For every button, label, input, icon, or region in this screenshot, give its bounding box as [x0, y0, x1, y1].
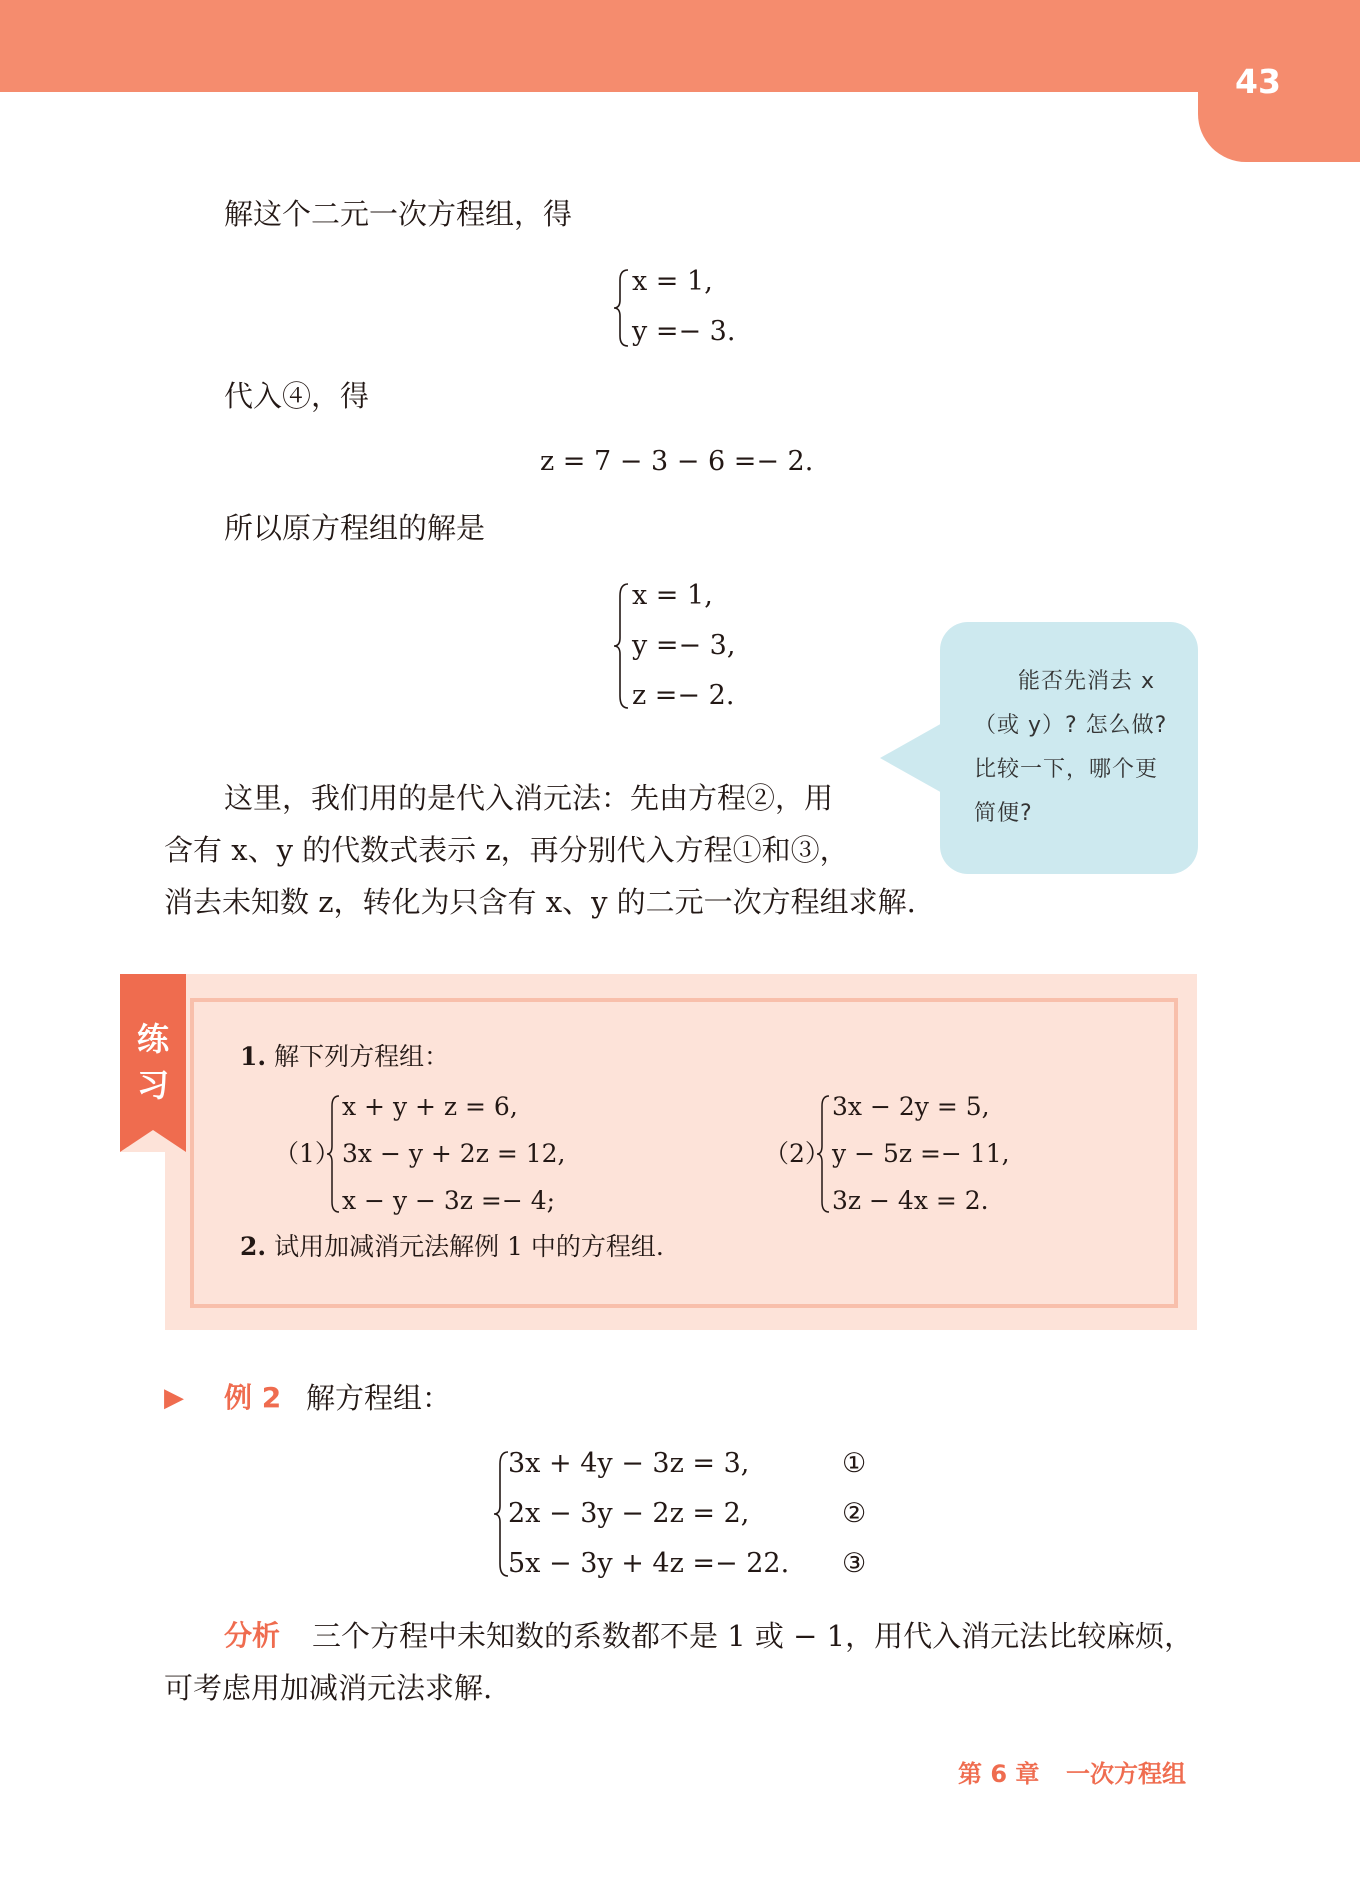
speech-bubble-tail: [880, 722, 944, 794]
exercise-label: [120, 1016, 186, 1108]
equation-y: y =− 3,: [632, 630, 736, 661]
bubble-line-4: 简便?: [974, 801, 1033, 826]
footer-chapter: 第 6 章: [958, 1760, 1040, 1788]
example-eq-1: 3x + 4y − 3z = 3,: [508, 1448, 750, 1479]
question-number: 1.: [240, 1042, 267, 1071]
analysis-label: 分析: [224, 1619, 281, 1652]
equation-x: x = 1,: [632, 266, 713, 297]
left-brace-icon: [612, 268, 632, 348]
method-paragraph-line-3: 消去未知数 z，转化为只含有 x、y 的二元一次方程组求解.: [164, 885, 916, 919]
bubble-line-3: 比较一下，哪个更: [974, 757, 1159, 782]
method-paragraph-line-2: 含有 x、y 的代数式表示 z，再分别代入方程①和③，: [164, 833, 849, 867]
footer-title: 一次方程组: [1066, 1760, 1186, 1788]
exercise-question-2: [240, 1230, 664, 1264]
exercise-question-1: [240, 1040, 449, 1074]
example-eq-3: 5x − 3y + 4z =− 22.: [508, 1548, 790, 1579]
analysis-line-1: 三个方程中未知数的系数都不是 1 或 − 1，用代入消元法比较麻烦，: [312, 1619, 1194, 1653]
intro-text-2: 代入④，得: [224, 379, 370, 413]
equation-number-1: ①: [842, 1448, 867, 1479]
problem-2-eq-2: y − 5z =− 11,: [832, 1139, 1010, 1168]
problem-1-eq-2: 3x − y + 2z = 12,: [342, 1139, 566, 1168]
question-text: 解下列方程组：: [274, 1042, 450, 1071]
left-brace-icon: [816, 1094, 832, 1214]
exercise-label-char-1: 练: [136, 1020, 169, 1058]
example-label: 例 2: [224, 1381, 282, 1414]
problem-2-label: （2）: [764, 1139, 830, 1168]
left-brace-icon: [326, 1094, 342, 1214]
equation-x: x = 1,: [632, 580, 713, 611]
equation-number-3: ③: [842, 1548, 867, 1579]
left-brace-icon: [612, 582, 632, 712]
analysis-line-2: 可考虑用加减消元法求解.: [164, 1671, 493, 1705]
bubble-line-1: 能否先消去 x: [1018, 669, 1156, 694]
intro-text-1: 解这个二元一次方程组，得: [224, 197, 573, 231]
problem-2-eq-1: 3x − 2y = 5,: [832, 1092, 990, 1121]
question-text: 试用加减消元法解例 1 中的方程组.: [274, 1232, 664, 1261]
exercise-ribbon-notch: [120, 1130, 186, 1152]
problem-1-label: （1）: [274, 1139, 340, 1168]
z-computation: z = 7 − 3 − 6 =− 2.: [540, 446, 814, 477]
equation-z: z =− 2.: [632, 680, 735, 711]
equation-number-2: ②: [842, 1498, 867, 1529]
example-marker-icon: ▶: [164, 1383, 184, 1413]
header-bar: [0, 0, 1360, 92]
example-eq-2: 2x − 3y − 2z = 2,: [508, 1498, 750, 1529]
page-number: 43: [1235, 62, 1281, 101]
intro-text-3: 所以原方程组的解是: [224, 511, 486, 545]
speech-bubble: [940, 622, 1198, 874]
problem-1-eq-3: x − y − 3z =− 4;: [342, 1186, 556, 1215]
question-number: 2.: [240, 1232, 267, 1261]
exercise-label-char-2: 习: [136, 1066, 169, 1104]
problem-1-eq-1: x + y + z = 6,: [342, 1092, 518, 1121]
equation-y: y =− 3.: [632, 316, 736, 347]
method-paragraph-line-1: 这里，我们用的是代入消元法：先由方程②，用: [224, 781, 834, 815]
example-title: 解方程组：: [306, 1381, 452, 1415]
bubble-line-2: （或 y）? 怎么做?: [974, 713, 1168, 738]
problem-2-eq-3: 3z − 4x = 2.: [832, 1186, 989, 1215]
